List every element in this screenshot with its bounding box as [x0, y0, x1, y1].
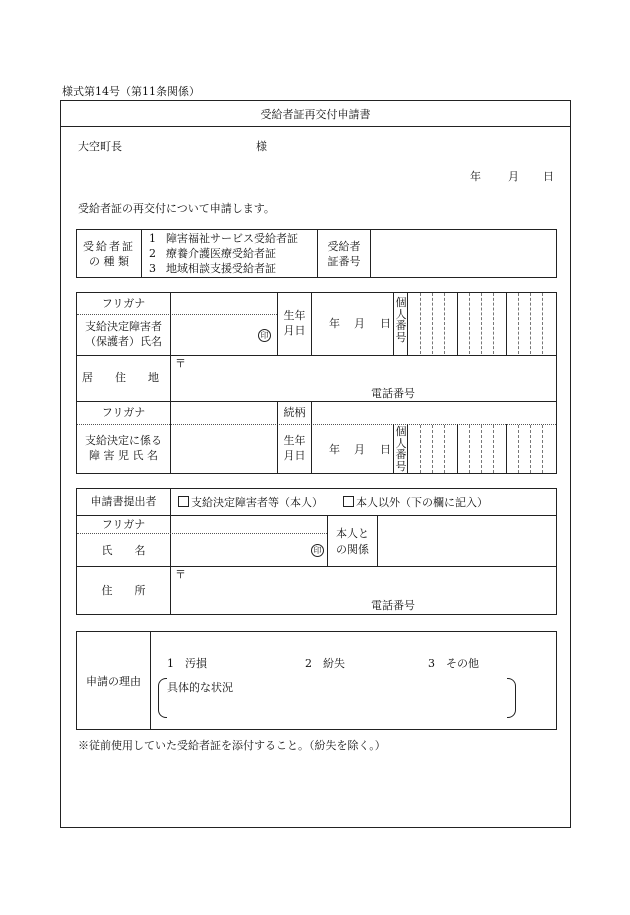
child-furigana-label: フリガナ: [101, 406, 146, 419]
addressee-honorific: 様: [256, 140, 267, 153]
applicant-seal: 印: [311, 544, 324, 557]
other-option-label: 本人以外（下の欄に記入）: [356, 496, 488, 509]
subject-furigana-divider: [77, 314, 277, 315]
cert-divider-1: [141, 229, 142, 278]
child-name-label-1: 支給決定に係る: [85, 434, 162, 447]
subject-name-label-2: （保護者）氏名: [85, 335, 162, 348]
child-pn-cell-4: [469, 425, 470, 473]
applicant-relation-label-2: の関係: [336, 543, 369, 556]
subject-birth-year: 年: [329, 317, 340, 330]
form-number: 様式第14号（第11条関係）: [62, 85, 200, 98]
child-pn-group-2: [506, 424, 507, 474]
child-pn-cell-5: [481, 425, 482, 473]
subject-name-input[interactable]: [171, 316, 255, 353]
footnote: ※従前使用していた受給者証を添付すること。（紛失を除く。）: [78, 739, 386, 752]
reason-label: 申請の理由: [86, 675, 141, 688]
applicant-furigana-divider: [77, 533, 327, 534]
child-col-pn-label: [407, 424, 408, 474]
child-pn-cell-7: [518, 425, 519, 473]
subject-col-pn-label: [407, 292, 408, 355]
subject-furigana-input[interactable]: [171, 293, 276, 313]
reason-option-2-num[interactable]: 2: [305, 657, 312, 670]
detail-right-bracket: [507, 678, 516, 718]
child-pn-cell-9: [542, 425, 543, 473]
cert-number-label-1: 受給者: [327, 240, 361, 253]
self-option-label: 支給決定障害者等（本人）: [191, 496, 323, 509]
applicant-relation-label-1: 本人と: [336, 527, 369, 540]
applicant-row-line-2: [77, 566, 556, 567]
subject-col-date-end: [393, 292, 394, 355]
reason-option-1[interactable]: 汚損: [185, 657, 207, 670]
cert-option-2-num: 2: [149, 247, 156, 260]
other-checkbox[interactable]: [343, 496, 354, 507]
cert-number-input[interactable]: [371, 230, 556, 277]
reason-col-label: [150, 631, 151, 730]
cert-type-label-1: 受給者証: [83, 240, 135, 253]
applicant-furigana-input[interactable]: [171, 516, 326, 532]
submitter-label: 申請書提出者: [90, 495, 157, 508]
residence-input[interactable]: [190, 357, 550, 383]
date-year: 年: [470, 170, 481, 183]
applicant-col-relation-start: [327, 515, 328, 566]
subject-name-label-1: 支給決定障害者: [85, 320, 162, 333]
applicant-relation-input[interactable]: [378, 516, 555, 565]
cert-option-3: 地域相談支援受給者証: [166, 262, 276, 275]
pn-cell-9: [542, 293, 543, 354]
child-name-label-2: 障 害 児 氏 名: [89, 449, 158, 462]
intro-text: 受給者証の再交付について申請します。: [78, 202, 275, 215]
pn-group-2: [506, 292, 507, 355]
child-col-date-end: [393, 424, 394, 474]
applicant-name-input[interactable]: [171, 535, 306, 565]
child-pn-cell-8: [530, 425, 531, 473]
applicant-furigana-label: フリガナ: [101, 518, 146, 531]
reason-option-3[interactable]: その他: [446, 657, 479, 670]
reason-option-1-num[interactable]: 1: [167, 657, 174, 670]
subject-personal-number-label: 個人番号: [395, 296, 407, 344]
applicant-address-input[interactable]: [190, 568, 550, 596]
child-birth-label-1: 生年: [283, 434, 306, 447]
cert-option-2: 療養介護医療受給者証: [166, 247, 276, 260]
addressee-name: 大空町長: [78, 140, 122, 153]
subject-seal: 印: [258, 329, 271, 342]
child-pn-cell-3: [444, 425, 445, 473]
applicant-phone-label: 電話番号: [371, 599, 415, 612]
date-day: 日: [543, 170, 554, 183]
cert-number-label-2: 証番号: [327, 255, 361, 268]
child-personal-number-label: 個人番号: [395, 425, 407, 473]
self-checkbox[interactable]: [178, 496, 189, 507]
cert-type-label-2: の 種 類: [89, 255, 129, 268]
cert-option-1: 障害福祉サービス受給者証: [166, 232, 298, 245]
child-birth-label-2: 月日: [283, 449, 306, 462]
child-pn-cell-1: [420, 425, 421, 473]
submitter-option-other[interactable]: [343, 496, 488, 508]
child-birth-day: 日: [380, 443, 391, 456]
subject-row-line-1: [77, 355, 556, 356]
pn-cell-6: [493, 293, 494, 354]
residence-postal-mark: 〒: [175, 357, 186, 370]
pn-cell-3: [444, 293, 445, 354]
detail-input[interactable]: [170, 697, 500, 715]
subject-birth-month: 月: [354, 317, 365, 330]
subject-col-birth-label: [311, 292, 312, 355]
detail-label: 具体的な状況: [167, 681, 233, 694]
pn-group-1: [457, 292, 458, 355]
reason-option-2[interactable]: 紛失: [323, 657, 345, 670]
pn-cell-1: [420, 293, 421, 354]
reason-option-3-num[interactable]: 3: [428, 657, 435, 670]
title-divider: [60, 126, 571, 127]
pn-cell-2: [432, 293, 433, 354]
cert-option-1-num: 1: [149, 232, 156, 245]
pn-cell-5: [481, 293, 482, 354]
detail-left-bracket: [158, 678, 167, 718]
subject-birth-label-2: 月日: [283, 324, 306, 337]
subject-furigana-label: フリガナ: [101, 297, 146, 310]
child-furigana-divider: [77, 424, 556, 425]
cert-option-3-num: 3: [149, 262, 156, 275]
applicant-name-label: 氏 名: [101, 544, 146, 557]
pn-cell-7: [518, 293, 519, 354]
form-title: 受給者証再交付申請書: [260, 108, 371, 121]
pn-cell-4: [469, 293, 470, 354]
applicant-postal-mark: 〒: [175, 568, 186, 581]
child-name-input[interactable]: [171, 426, 276, 472]
relation-label: 続柄: [283, 406, 306, 419]
child-birth-year: 年: [329, 443, 340, 456]
relation-input[interactable]: [312, 402, 555, 423]
subject-birth-label-1: 生年: [283, 309, 306, 322]
applicant-address-label: 住 所: [101, 584, 146, 597]
child-pn-cell-2: [432, 425, 433, 473]
child-furigana-input[interactable]: [171, 402, 276, 423]
submitter-option-self[interactable]: [178, 496, 323, 508]
pn-cell-8: [530, 293, 531, 354]
date-month: 月: [508, 170, 519, 183]
subject-col-name-end: [277, 292, 278, 355]
residence-phone-label: 電話番号: [371, 387, 415, 400]
cert-divider-2: [317, 229, 318, 278]
child-birth-month: 月: [354, 443, 365, 456]
child-pn-cell-6: [493, 425, 494, 473]
subject-birth-day: 日: [380, 317, 391, 330]
residence-label: 居 住 地: [82, 371, 159, 384]
child-pn-group-1: [457, 424, 458, 474]
